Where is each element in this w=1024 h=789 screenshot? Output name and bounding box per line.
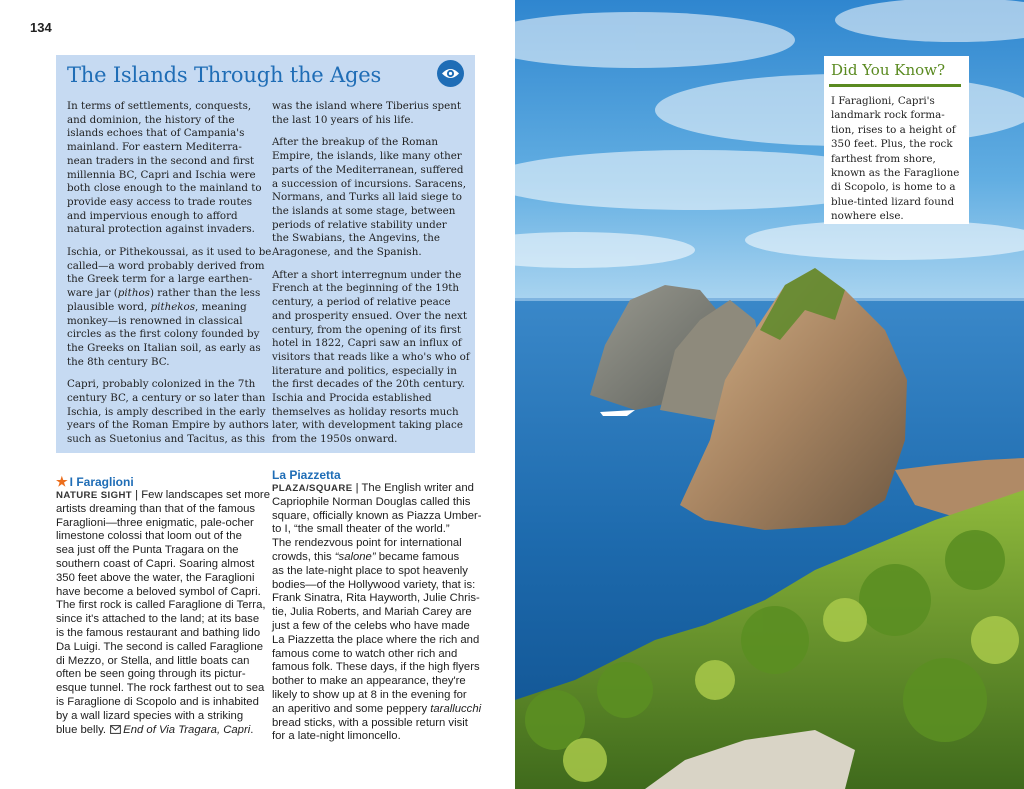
text-line: tion, rises to a height of [831, 123, 956, 136]
text-line: century BC, a century or so later than [67, 392, 266, 405]
text-line: landmark rock forma- [831, 109, 945, 122]
text-line: periods of relative stability under [272, 218, 447, 231]
text-line: from the 1950s onward. [272, 433, 398, 446]
text-run: became famous [375, 550, 460, 563]
listing-category: PLAZA/SQUARE [272, 483, 353, 494]
text-line: millennia BC, Capri and Ischia were [67, 168, 256, 181]
listing-category: NATURE SIGHT [56, 490, 133, 501]
listing-title-text: I Faraglioni [69, 475, 134, 489]
text-line: di Scopolo, is home to a [831, 181, 956, 194]
text-line: the 8th century BC. [67, 355, 170, 368]
text-run: blue belly. [56, 723, 110, 736]
text-line [67, 301, 262, 315]
text-line: bother to make an appearance, they're [272, 675, 466, 688]
text-line: Faraglioni—three enigmatic, pale-ocher [56, 516, 254, 529]
text-line: was the island where Tiberius spent [272, 100, 461, 112]
listing-title [56, 475, 262, 489]
text-line: have become a beloved symbol of Capri. [56, 585, 261, 598]
text-line: parts of the Mediterranean, suffered [272, 163, 464, 176]
text-line: literature and politics, especially in [272, 364, 457, 377]
text-line: circles as the first colony founded by [67, 328, 260, 341]
text-line: since it's attached to the land; at its base [56, 613, 260, 626]
text-line: the first decades of the 20th century. [272, 378, 465, 391]
text-line: Ischia, is amply described in the early [67, 405, 266, 418]
sidebar-paragraph [67, 378, 269, 447]
text-line: La Piazzetta the place where the rich and [272, 633, 480, 646]
text-line: mainland. For eastern Mediterra- [67, 141, 242, 154]
text-line: often be seen going through its pictur- [56, 668, 246, 681]
text-line: I Faraglioni, Capri's [831, 95, 935, 107]
text-line: Ischia and Procida established [272, 392, 432, 405]
text-line: Aragonese, and the Spanish. [272, 246, 422, 259]
text-line: themselves as holiday resorts much [272, 405, 459, 418]
italic-term: pithekos [150, 300, 196, 313]
text-line: and impervious enough to afford [67, 209, 238, 222]
text-line: natural protection against invaders. [67, 223, 255, 236]
text-line: nean traders in the second and first [67, 154, 255, 167]
text-line: esque tunnel. The rock farthest out to sea [56, 682, 265, 695]
divider [829, 84, 961, 87]
text-line: known as the Faraglione [831, 167, 960, 180]
sidebar-paragraph [67, 100, 262, 237]
text-line: In terms of settlements, conquests, [67, 100, 252, 112]
text-line: square, officially known as Piazza Umber- [272, 509, 482, 522]
text-line: both close enough to the mainland to [67, 182, 262, 195]
text-line: the islands at some stage, between [272, 204, 456, 217]
text-line: French at the beginning of the 19th [272, 282, 460, 295]
text-line: later, with development taking place [272, 419, 463, 432]
text-line: called—a word probably derived from [67, 259, 265, 272]
sidebar-title: The Islands Through the Ages [67, 63, 382, 87]
text-line: Frank Sinatra, Rita Hayworth, Julie Chris- [272, 592, 480, 605]
sidebar-paragraph [67, 246, 272, 369]
text-line: 350 feet above the water, the Faraglioni [56, 571, 255, 584]
text-line: for a late-night limoncello. [272, 730, 401, 743]
text-line: nowhere else. [831, 210, 904, 223]
listing-title: La Piazzetta [272, 468, 341, 482]
text-run: ware jar ( [67, 287, 118, 300]
text-line: by a wall lizard species with a striking [56, 709, 244, 722]
star-icon: ★ [56, 474, 68, 489]
text-line: century, from the opening of its first [272, 323, 462, 336]
text-line: provide easy access to trade routes [67, 195, 253, 208]
text-line: farthest from shore, [831, 152, 936, 165]
text-line: Capriophile Norman Douglas called this [272, 495, 471, 508]
text-line: monkey—is renowned in classical [67, 314, 243, 327]
sidebar-right-column [272, 100, 468, 456]
text-line: the Greeks on Italian soil, as early as [67, 341, 261, 354]
italic-term: “salone” [334, 550, 376, 563]
text-line: bread sticks, with a possible return visit [272, 716, 468, 729]
text-line: After the breakup of the Roman [272, 136, 439, 149]
text-line: Normans, and Turks all laid siege to [272, 191, 462, 204]
text-line: The first rock is called Faraglione di Terra, [56, 599, 266, 612]
italic-term: pithos [117, 287, 150, 300]
text-line: di Mezzo, or Stella, and little boats can [56, 654, 250, 667]
text-line: 350 feet. Plus, the rock [831, 138, 953, 151]
text-run: crowds, this [272, 550, 335, 563]
text-line: and prosperity ensued. Over the next [272, 309, 467, 322]
eye-icon [437, 60, 464, 87]
text-line: Empire, the islands, like many other [272, 150, 462, 163]
text-run: | Few landscapes set more [132, 489, 270, 501]
text-line: years of the Roman Empire by authors [67, 419, 269, 432]
text-run: an aperitivo and some peppery [272, 702, 431, 715]
text-line: is Faraglione di Scopolo and is inhabited [56, 695, 259, 708]
text-line: the Greek term for a large earthen- [67, 273, 253, 286]
sidebar-paragraph [272, 136, 468, 259]
text-line: just a few of the celebs who have made [272, 619, 470, 632]
text-line [56, 489, 270, 503]
text-run: . [250, 723, 254, 736]
text-run: , meaning [195, 300, 247, 313]
text-line: limestone colossi that loom out of the [56, 530, 242, 543]
text-line: famous folk. These days, if the high flyers [272, 661, 480, 674]
text-line: sea just off the Punta Tragara on the [56, 544, 239, 557]
text-line: likely to show up at 8 in the evening for [272, 688, 467, 701]
text-line: a succession of incursions. Saracens, [272, 177, 466, 190]
did-you-know-box [824, 56, 969, 224]
listing-piazzetta [272, 468, 482, 744]
text-run: plausible word, [67, 300, 151, 313]
text-line [272, 482, 478, 496]
text-line: Capri, probably colonized in the 7th [67, 378, 256, 391]
text-line: Ischia, or Pithekoussai, as it used to be [67, 246, 272, 259]
text-line [67, 287, 262, 301]
text-line: hotel in 1822, Capri saw an influx of [272, 337, 462, 350]
sidebar-left-column [67, 100, 272, 456]
text-line: the Swabians, the Angevins, the [272, 232, 440, 245]
text-run: | The English writer and [352, 482, 474, 494]
text-line: the last 10 years of his life. [272, 113, 414, 126]
sidebar-paragraph [272, 269, 468, 447]
text-line: as the late-night place to spot heavenly [272, 564, 468, 577]
text-line: southern coast of Capri. Soaring almost [56, 557, 255, 570]
text-line [56, 724, 262, 738]
listing-faraglioni [56, 474, 270, 737]
did-you-know-text [831, 94, 965, 224]
text-line: After a short interregnum under the [272, 268, 462, 281]
page-number: 134 [30, 20, 52, 35]
history-sidebar [56, 55, 475, 453]
text-line: to I, “the small theater of the world.” [272, 523, 450, 536]
text-line: famous come to watch other rich and [272, 647, 458, 660]
text-line: century, a period of relative peace [272, 296, 451, 309]
text-line: blue-tinted lizard found [831, 195, 955, 208]
text-line [272, 551, 478, 565]
text-line: such as Suetonius and Tacitus, as this [67, 433, 266, 446]
text-line [272, 702, 482, 717]
text-line: islands echoes that of Campania's [67, 127, 245, 140]
address-icon [110, 725, 121, 734]
text-line: bodies—of the Hollywood variety, that is: [272, 578, 476, 591]
text-line: Da Luigi. The second is called Faraglione [56, 640, 264, 653]
sidebar-paragraph [272, 100, 468, 127]
text-line: is the famous restaurant and bathing lido [56, 626, 261, 639]
text-line: The rendezvous point for international [272, 537, 462, 550]
text-run: ) rather than the less [149, 287, 261, 300]
listing-address: End of Via Tragara, Capri [123, 723, 251, 736]
text-line: artists dreaming than that of the famous [56, 502, 256, 515]
did-you-know-title: Did You Know? [831, 61, 946, 79]
text-line: tie, Julia Roberts, and Mariah Carey are [272, 606, 472, 619]
italic-term: tarallucchi [430, 702, 482, 715]
text-line: and dominion, the history of the [67, 113, 235, 126]
text-line: visitors that reads like a who's who of [272, 350, 470, 363]
